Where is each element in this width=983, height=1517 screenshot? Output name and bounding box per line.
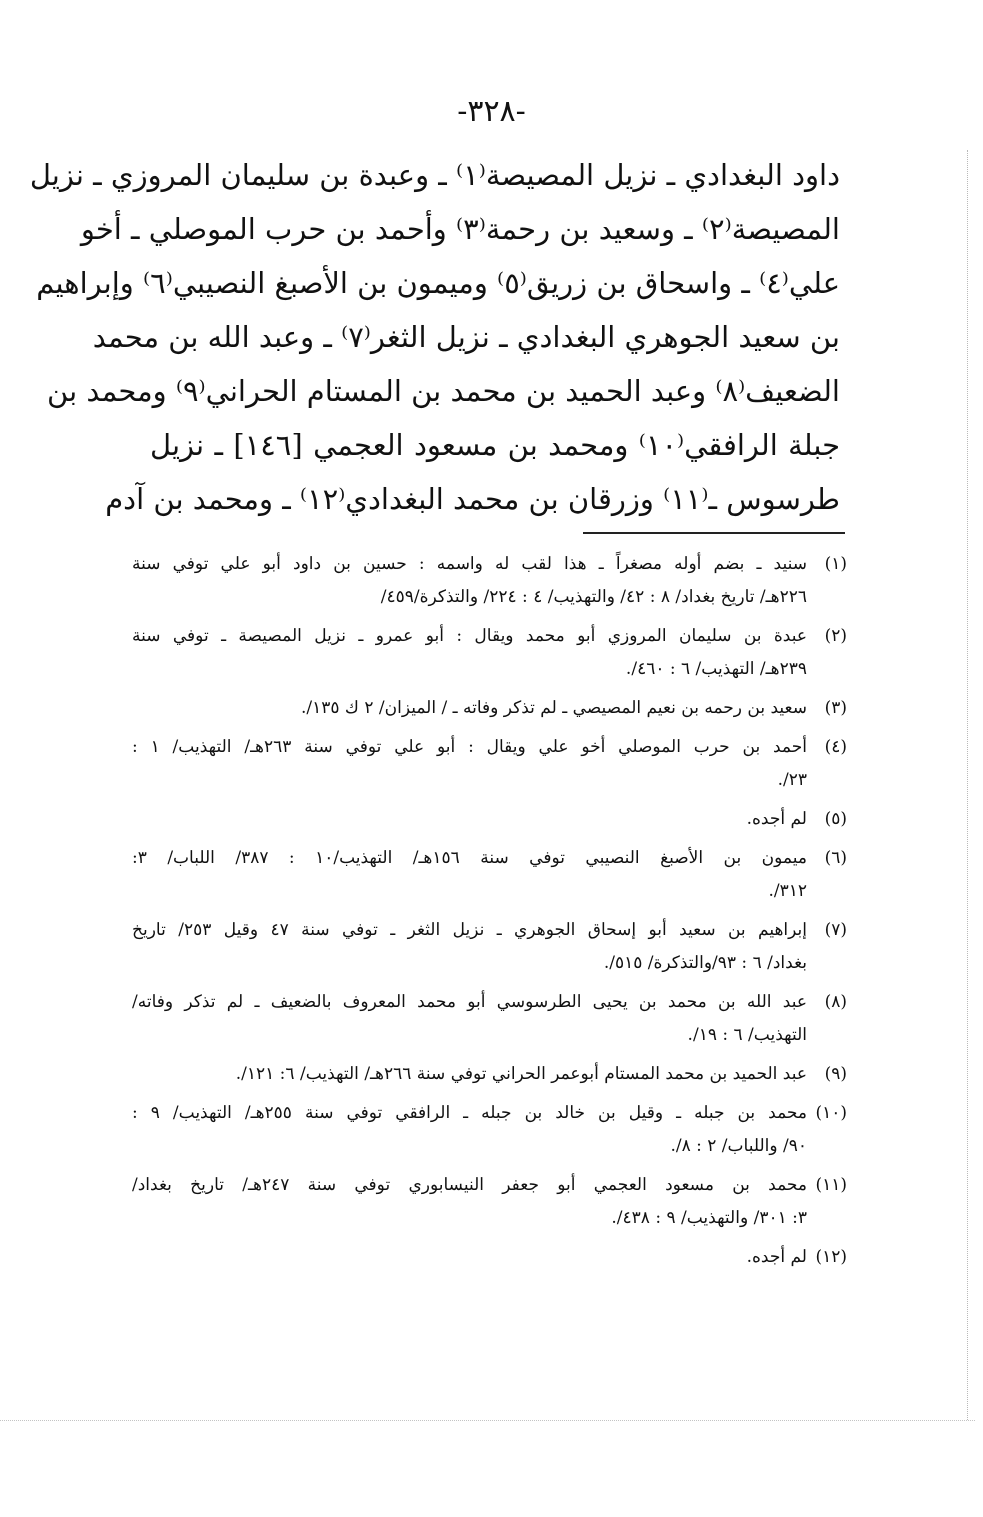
footnote-body [132, 1169, 807, 1235]
footnote-6 [132, 842, 847, 908]
footnote-line: ٩٠/ واللباب/ ٢ : ٨/. [670, 1136, 807, 1156]
footnote-line: ميمون بن الأصبغ النصيبي توفي سنة ١٥٦هـ/ التهذيب/١٠ : ٣٨٧/ اللباب/ ٣: [132, 848, 807, 868]
main-text-line: المصيصة⁽٢⁾ ـ وسعيد بن رحمة⁽٣⁾ وأحمد بن حرب الموصلي ـ أخو [80, 212, 840, 246]
footnote-line: التهذيب/ ٦ : ١٩/. [687, 1025, 807, 1045]
footnote-number: (٣) [824, 698, 847, 718]
page-number: -٣٢٨- [457, 94, 526, 129]
footnote-line: محمد بن مسعود العجمي أبو جعفر النيسابوري توفي سنة ٢٤٧هـ/ تاريخ بغداد/ [132, 1175, 807, 1195]
footnote-number: (٨) [824, 992, 847, 1012]
main-text-line: الضعيف⁽٨⁾ وعبد الحميد بن محمد بن المستام الحراني⁽٩⁾ ومحمد بن [47, 374, 840, 408]
footnote-10 [132, 1097, 847, 1163]
footnote-line: سعيد بن رحمه بن نعيم المصيصي ـ لم تذكر وفاته ـ / الميزان/ ٢ ك ١٣٥/. [300, 698, 807, 718]
footnote-line: ٣١٢/. [768, 881, 807, 901]
footnote-body [132, 1058, 807, 1091]
footnote-body [132, 1097, 807, 1163]
footnote-number: (١١) [815, 1175, 847, 1195]
footnote-number: (٧) [824, 920, 847, 940]
main-text-line: داود البغدادي ـ نزيل المصيصة⁽١⁾ ـ وعبدة بن سليمان المروزي ـ نزيل [29, 158, 840, 192]
footnote-body [132, 1241, 807, 1274]
footnote-number: (٤) [824, 737, 847, 757]
main-text-line: طرسوس ـ⁽١١⁾ وزرقان بن محمد البغدادي⁽١٢⁾ ـ ومحمد بن آدم [105, 482, 840, 516]
footnote-number: (٥) [824, 809, 847, 829]
footnote-line: عبدة بن سليمان المروزي أبو محمد ويقال : أبو عمرو ـ نزيل المصيصة ـ توفي سنة [132, 626, 807, 646]
footnote-line: إبراهيم بن سعيد أبو إسحاق الجوهري ـ نزيل الثغر ـ توفي سنة ٤٧ وقيل ٢٥٣/ تاريخ [132, 920, 807, 940]
footnote-line: ٢٣٩هـ/ التهذيب/ ٦ : ٤٦٠/. [625, 659, 807, 679]
footnote-line: أحمد بن حرب الموصلي أخو علي ويقال : أبو علي توفي سنة ٢٦٣هـ/ التهذيب/ ١ : [132, 737, 807, 757]
footnote-number: (٩) [824, 1064, 847, 1084]
footnote-number: (١٠) [815, 1103, 847, 1123]
footnote-5 [132, 803, 847, 836]
footnote-4 [132, 731, 847, 797]
footnote-11 [132, 1169, 847, 1235]
footnote-body [132, 803, 807, 836]
footnote-line: لم أجده. [746, 1247, 807, 1267]
scan-edge-right [967, 150, 968, 1420]
footnote-line: عبد الله بن محمد بن يحيى الطرسوسي أبو محمد المعروف بالضعيف ـ لم تذكر وفاته/ [132, 992, 807, 1012]
footnote-9 [132, 1058, 847, 1091]
footnote-7 [132, 914, 847, 980]
footnote-body [132, 548, 807, 614]
footnote-body [132, 731, 807, 797]
main-text [29, 148, 840, 526]
main-text-line: جبلة الرافقي⁽١٠⁾ ومحمد بن مسعود العجمي [١٤٦] ـ نزيل [150, 428, 840, 462]
footnote-body [132, 842, 807, 908]
main-text-line: بن سعيد الجوهري البغدادي ـ نزيل الثغر⁽٧⁾ ـ وعبد الله بن محمد [92, 320, 840, 354]
footnote-line: عبد الحميد بن محمد المستام أبوعمر الحراني توفي سنة ٢٦٦هـ/ التهذيب/ ٦: ١٢١/. [235, 1064, 807, 1084]
footnote-body [132, 914, 807, 980]
footnote-line: ٣: ٣٠١/ والتهذيب/ ٩ : ٤٣٨/. [611, 1208, 807, 1228]
footnote-12 [132, 1241, 847, 1274]
footnote-line: لم أجده. [746, 809, 807, 829]
footnote-line: ٢٢٦هـ/ تاريخ بغداد/ ٨ : ٤٢/ والتهذيب/ ٤ : ٢٢٤/ والتذكرة/٤٥٩/ [380, 587, 807, 607]
footnote-body [132, 620, 807, 686]
footnote-separator [583, 532, 845, 534]
scan-edge-bottom [0, 1420, 975, 1421]
footnote-number: (١) [824, 554, 847, 574]
footnote-line: محمد بن جبله ـ وقيل بن خالد بن جبله ـ الرافقي توفي سنة ٢٥٥هـ/ التهذيب/ ٩ : [132, 1103, 807, 1123]
footnotes [132, 548, 847, 1280]
footnote-number: (١٢) [815, 1247, 847, 1267]
footnote-line: ٢٣/. [777, 770, 807, 790]
main-text-line: علي⁽٤⁾ ـ واسحاق بن زريق⁽٥⁾ وميمون بن الأصبغ النصيبي⁽٦⁾ وإبراهيم [36, 266, 840, 300]
footnote-body [132, 692, 807, 725]
footnote-8 [132, 986, 847, 1052]
footnote-number: (٦) [824, 848, 847, 868]
footnote-3 [132, 692, 847, 725]
footnote-line: بغداد/ ٦ : ٩٣/والتذكرة/ ٥١٥/. [603, 953, 807, 973]
footnote-2 [132, 620, 847, 686]
footnote-number: (٢) [824, 626, 847, 646]
footnote-1 [132, 548, 847, 614]
footnote-body [132, 986, 807, 1052]
footnote-line: سنيد ـ بضم أوله مصغراً ـ هذا لقب له واسمه : حسين بن داود أبو علي توفي سنة [132, 554, 807, 574]
